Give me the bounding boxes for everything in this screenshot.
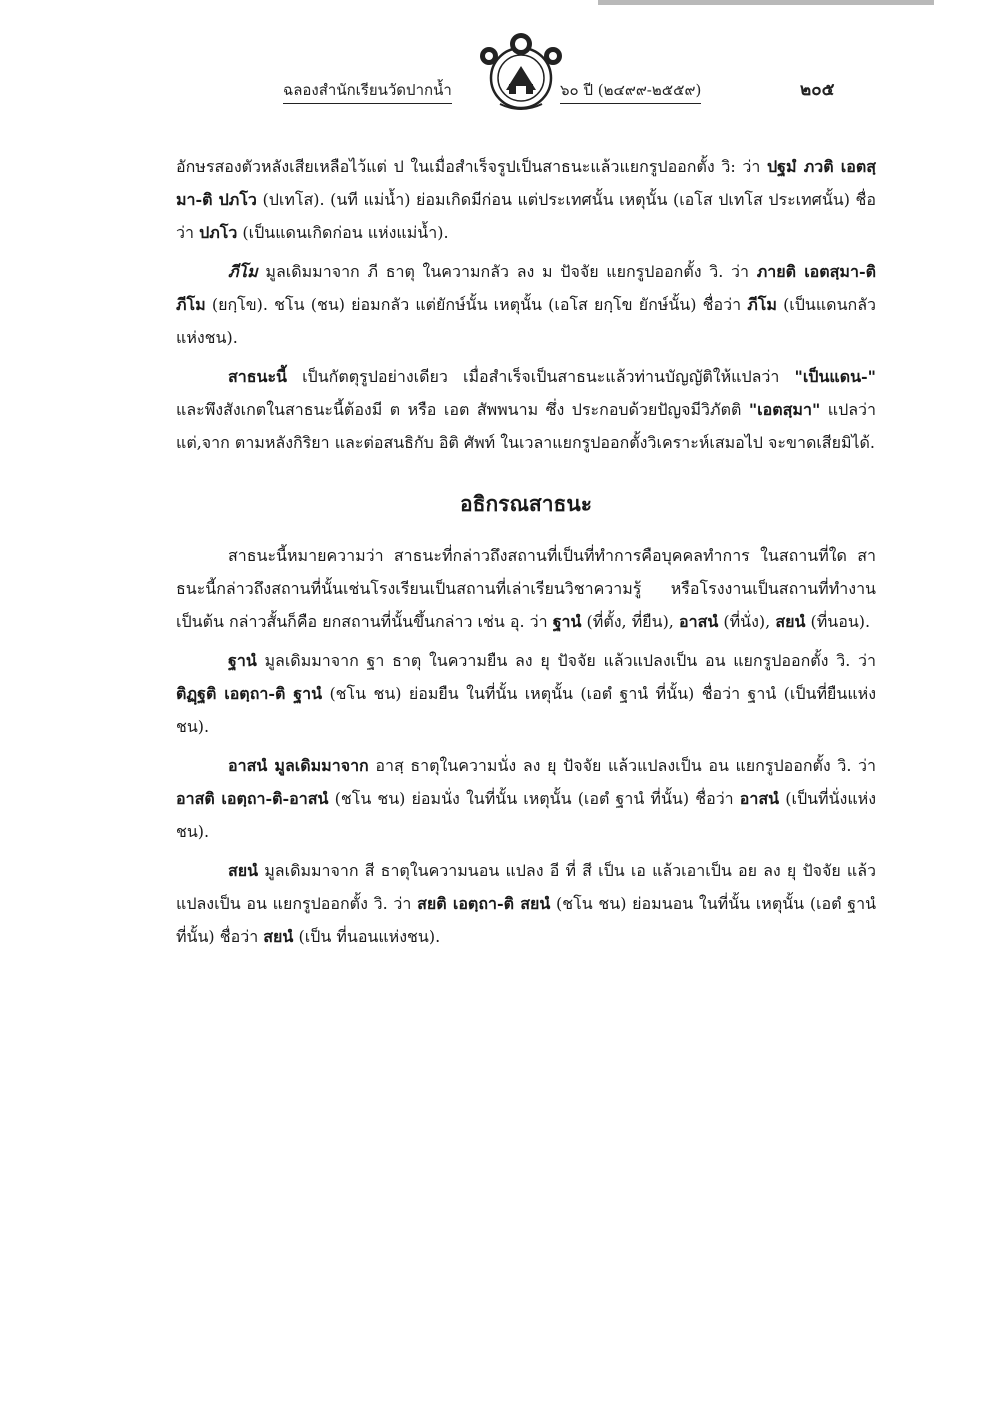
text-run: ปฐมํ ภวติ เอตสฺมา-ติ ปภโว	[176, 157, 876, 209]
text-run: (ชโน ชน) ย่อมยืน ในที่นั้น เหตุนั้น (เอตํ ฐานํ ที่นั้น) ชื่อว่า ฐานํ (เป็นที่ยืนแห่งชน).	[176, 684, 877, 736]
text-run: สยนํ	[775, 612, 806, 631]
text-run: อาสนํ	[739, 789, 780, 808]
text-run: มูลเดิมมาจาก ฐา ธาตุ ในความยืน ลง ยุ ปัจจัย แล้วแปลงเป็น อน แยกรูปออกตั้ง วิ. ว่า	[256, 651, 876, 670]
text-run: สยนํ	[228, 861, 259, 880]
text-run: "เอตสฺมา"	[748, 400, 821, 419]
header-right-title: ๖๐ ปี (๒๔๙๙-๒๕๕๙)	[560, 78, 701, 104]
text-run: สยติ เอตฺถา-ติ สยนํ	[417, 894, 551, 913]
header-left-title: ฉลองสำนักเรียนวัดปากน้ำ	[283, 78, 452, 104]
text-run: (ที่ตั้ง, ที่ยืน),	[581, 612, 679, 631]
text-run: ติฏฺฐติ เอตฺถา-ติ ฐานํ	[176, 684, 323, 703]
paragraph	[176, 644, 876, 743]
text-run: ภายติ เอตสฺมา-ติ ภีโม	[176, 262, 876, 314]
text-run: (ชโน ชน) ย่อมนั่ง ในที่นั้น เหตุนั้น (เอตํ ฐานํ ที่นั้น) ชื่อว่า	[328, 789, 740, 808]
section-heading: อธิกรณสาธนะ	[460, 491, 592, 516]
text-run: (เป็นแดนกลัวแห่งชน).	[176, 295, 876, 347]
text-run: ปภโว	[199, 223, 238, 242]
text-run: (ปเทโส). (นที แม่น้ำ) ย่อมเกิดมีก่อน แต่ประเทศนั้น เหตุนั้น (เอโส ปเทโส ประเทศนั้น) ชื่อว่า	[176, 190, 876, 242]
text-run: สาธนะนี้	[228, 367, 287, 386]
paragraphs-bottom	[176, 539, 876, 953]
text-run: สยนํ	[263, 927, 294, 946]
page-header	[150, 30, 870, 120]
text-run: ฐานํ	[228, 651, 257, 670]
text-run: อักษรสองตัวหลังเสียเหลือไว้แต่ ป ในเมื่อสำเร็จรูปเป็นสาธนะแล้วแยกรูปออกตั้ง วิ: ว่า	[176, 157, 768, 176]
text-run: (เป็นแดนเกิดก่อน แห่งแม่น้ำ).	[237, 223, 449, 242]
scan-edge-mark	[598, 0, 934, 5]
text-run: "เป็นแดน-"	[794, 367, 876, 386]
temple-emblem-icon	[476, 30, 566, 120]
paragraph	[176, 255, 876, 354]
text-run: (ที่นั่ง),	[718, 612, 776, 631]
text-run: ภีโม	[747, 295, 777, 314]
paragraph	[176, 854, 876, 953]
text-run: อาสฺ ธาตุในความนั่ง ลง ยุ ปัจจัย แล้วแปลงเป็น อน แยกรูปออกตั้ง วิ. ว่า	[368, 756, 877, 775]
page-body	[176, 150, 876, 959]
text-run: ภีโม	[228, 262, 258, 281]
text-run: อาสนํ	[678, 612, 719, 631]
text-run: และพึงสังเกตในสาธนะนี้ต้องมี ต หรือ เอต สัพพนาม ซึ่ง ประกอบด้วยปัญจมีวิภัตติ	[176, 400, 749, 419]
text-run: (ยกฺโข). ชโน (ชน) ย่อมกลัว แต่ยักษ์นั้น เหตุนั้น (เอโส ยกฺโข ยักษ์นั้น) ชื่อว่า	[205, 295, 748, 314]
paragraph	[176, 749, 876, 848]
text-run: (เป็นที่นั่งแห่งชน).	[176, 789, 877, 841]
text-run: ฐานํ	[552, 612, 582, 631]
text-run: มูลเดิมมาจาก สี ธาตุในความนอน แปลง อี ที่ สี เป็น เอ แล้วเอาเป็น อย ลง ยุ ปัจจัย แล้วแปลงเป็น อน แยกรูปออกตั้ง วิ. ว่า	[176, 861, 876, 913]
text-run: อาสติ เอตฺถา-ติ-อาสนํ	[176, 789, 329, 808]
paragraph	[176, 150, 876, 249]
text-run: มูลเดิมมาจาก ภี ธาตุ ในความกลัว ลง ม ปัจจัย แยกรูปออกตั้ง วิ. ว่า	[257, 262, 757, 281]
text-run: (ที่นอน).	[805, 612, 871, 631]
text-run: (เป็น ที่นอนแห่งชน).	[293, 927, 441, 946]
text-run: สาธนะนี้หมายความว่า สาธนะที่กล่าวถึงสถานที่เป็นที่ทำการคือบุคคลทำการ ในสถานที่ใด สาธนะนี้กล่าวถึงสถานที่นั้นเช่นโรงเรียนเป็นสถานที่เล่าเรียนวิชาความรู้ หรือโรงงานเป็นสถานที่ทำงาน เป็นต้น กล่าวสั้นก็คือ ยกสถานที่นั้นขึ้นกล่าว เช่น อุ. ว่า	[176, 546, 876, 631]
text-run: เป็นกัตตุรูปอย่างเดียว เมื่อสำเร็จเป็นสาธนะแล้วท่านบัญญัติให้แปลว่า	[286, 367, 795, 386]
text-run: (ชโน ชน) ย่อมนอน ในที่นั้น เหตุนั้น (เอตํ ฐานํ ที่นั้น) ชื่อว่า	[176, 894, 876, 946]
paragraph	[176, 539, 876, 638]
paragraph	[176, 360, 876, 459]
text-run: อาสนํ มูลเดิมมาจาก	[228, 756, 369, 775]
paragraphs-top	[176, 150, 876, 459]
text-run: แปลว่า แต่,จาก ตามหลังกิริยา และต่อสนธิกับ อิติ ศัพท์ ในเวลาแยกรูปออกตั้งวิเคราะห์เสมอไป จะขาดเสียมิได้.	[176, 400, 877, 452]
page-number: ๒๐๕	[800, 80, 835, 100]
